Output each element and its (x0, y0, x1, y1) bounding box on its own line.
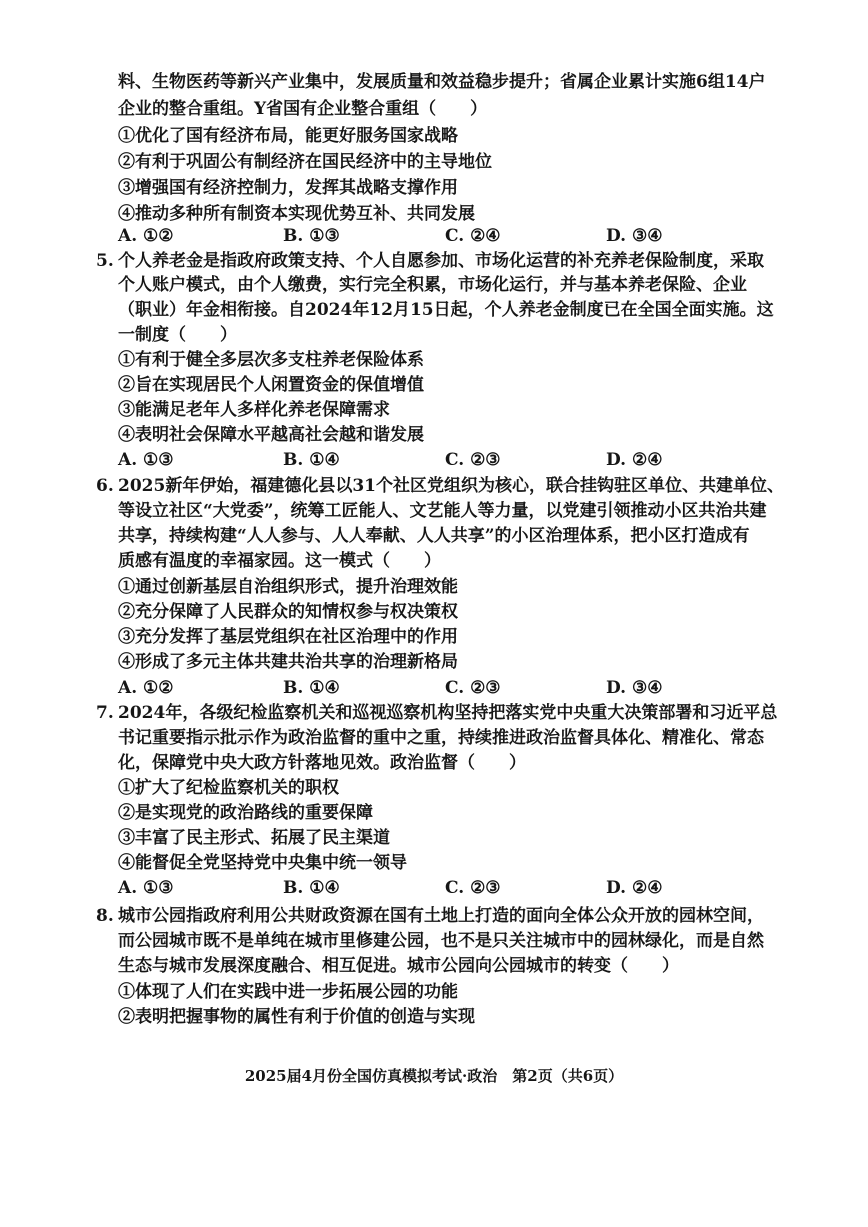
q5-option-c: C. ②③ (445, 450, 501, 470)
q7-option-a: A. ①③ (118, 878, 174, 898)
q7-line-1: 2024年，各级纪检监察机关和巡视巡察机构坚持把落实党中央重大决策部署和习近平总 (118, 703, 778, 723)
q4-line-1: 料、生物医药等新兴产业集中，发展质量和效益稳步提升；省属企业累计实施6组14户 (118, 72, 766, 92)
q6-option-b: B. ①④ (283, 678, 340, 698)
q7-option-c: C. ②③ (445, 878, 501, 898)
q6-line-3: 共享，持续构建“人人参与、人人奉献、人人共享”的小区治理体系，把小区打造成有 (118, 526, 750, 546)
q5-item-4: ④表明社会保障水平越高社会越和谐发展 (118, 425, 424, 445)
q7-option-d: D. ②④ (606, 878, 663, 898)
q5-item-2: ②旨在实现居民个人闲置资金的保值增值 (118, 375, 424, 395)
q5-option-a: A. ①③ (118, 450, 174, 470)
q7-item-4: ④能督促全党坚持党中央集中统一领导 (118, 853, 407, 873)
q6-item-2: ②充分保障了人民群众的知情权参与权决策权 (118, 602, 458, 622)
q6-line-4: 质感有温度的幸福家园。这一模式（ ） (118, 551, 441, 571)
q4-option-b: B. ①③ (283, 226, 340, 246)
q6-option-d: D. ③④ (606, 678, 663, 698)
q7-item-3: ③丰富了民主形式、拓展了民主渠道 (118, 828, 390, 848)
page-footer: 2025届4月份全国仿真模拟考试·政治 第2页（共6页） (244, 1067, 624, 1085)
q5-item-3: ③能满足老年人多样化养老保障需求 (118, 400, 390, 420)
q6-option-c: C. ②③ (445, 678, 501, 698)
q8-line-1: 城市公园指政府利用公共财政资源在国有土地上打造的面向全体公众开放的园林空间， (118, 906, 764, 926)
q4-line-2: 企业的整合重组。Y省国有企业整合重组（ ） (118, 99, 488, 119)
q7-option-b: B. ①④ (283, 878, 340, 898)
q4-option-c: C. ②④ (445, 226, 501, 246)
q6-item-1: ①通过创新基层自治组织形式，提升治理效能 (118, 577, 458, 597)
q8-line-2: 而公园城市既不是单纯在城市里修建公园，也不是只关注城市中的园林绿化，而是自然 (118, 931, 764, 951)
q7-number: 7. (96, 703, 114, 723)
q4-item-4: ④推动多种所有制资本实现优势互补、共同发展 (118, 204, 475, 224)
q5-line-4: 一制度（ ） (118, 325, 237, 345)
q5-number: 5. (96, 251, 114, 271)
q8-item-2: ②表明把握事物的属性有利于价值的创造与实现 (118, 1007, 475, 1027)
q8-line-3: 生态与城市发展深度融合、相互促进。城市公园向公园城市的转变（ ） (118, 956, 679, 976)
q4-option-d: D. ③④ (606, 226, 663, 246)
q8-number: 8. (96, 906, 114, 926)
q6-number: 6. (96, 476, 114, 496)
q7-line-2: 书记重要指示批示作为政治监督的重中之重，持续推进政治监督具体化、精准化、常态 (118, 728, 764, 748)
q5-line-2: 个人账户模式，由个人缴费，实行完全积累，市场化运行，并与基本养老保险、企业 (118, 275, 747, 295)
q6-line-2: 等设立社区“大党委”，统筹工匠能人、文艺能人等力量，以党建引领推动小区共治共建 (118, 501, 767, 521)
q6-item-3: ③充分发挥了基层党组织在社区治理中的作用 (118, 627, 458, 647)
q7-item-2: ②是实现党的政治路线的重要保障 (118, 803, 373, 823)
q7-item-1: ①扩大了纪检监察机关的职权 (118, 778, 339, 798)
q5-line-1: 个人养老金是指政府政策支持、个人自愿参加、市场化运营的补充养老保险制度，采取 (118, 251, 764, 271)
q5-line-3: （职业）年金相衔接。自2024年12月15日起，个人养老金制度已在全国全面实施。这 (118, 300, 774, 320)
q4-item-3: ③增强国有经济控制力，发挥其战略支撑作用 (118, 178, 458, 198)
q6-item-4: ④形成了多元主体共建共治共享的治理新格局 (118, 652, 458, 672)
q6-option-a: A. ①② (118, 678, 174, 698)
q5-option-b: B. ①④ (283, 450, 340, 470)
q4-item-1: ①优化了国有经济布局，能更好服务国家战略 (118, 126, 458, 146)
q6-line-1: 2025新年伊始，福建德化县以31个社区党组织为核心，联合挂钩驻区单位、共建单位、 (118, 476, 784, 496)
q4-item-2: ②有利于巩固公有制经济在国民经济中的主导地位 (118, 152, 492, 172)
q5-option-d: D. ②④ (606, 450, 663, 470)
q8-item-1: ①体现了人们在实践中进一步拓展公园的功能 (118, 982, 458, 1002)
q7-line-3: 化，保障党中央大政方针落地见效。政治监督（ ） (118, 753, 526, 773)
q4-option-a: A. ①② (118, 226, 174, 246)
q5-item-1: ①有利于健全多层次多支柱养老保险体系 (118, 350, 424, 370)
